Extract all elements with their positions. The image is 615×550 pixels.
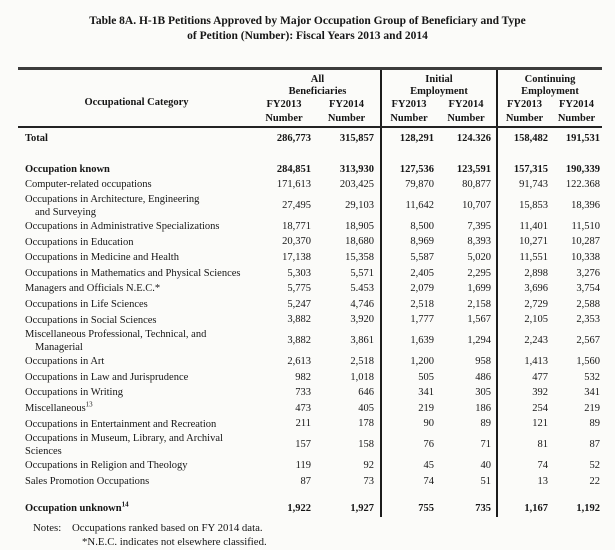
value-cell: 5,587: [410, 251, 435, 263]
spacer-cell: [255, 489, 313, 501]
value-cell: 92: [313, 458, 381, 474]
value-cell: 76: [423, 439, 435, 451]
row-label: Occupation unknown$^{14}$: [25, 500, 129, 515]
value-cell: 119: [295, 459, 311, 471]
group-label-line1: All: [310, 74, 325, 85]
value-cell: 477: [532, 371, 549, 383]
spacer-cell: [313, 489, 381, 501]
value-cell: 505: [418, 371, 435, 383]
value-cell: 341: [418, 387, 435, 399]
row-label: Occupations in Architecture, Engineering and Surveying: [25, 193, 200, 218]
value-cell: 203,425: [313, 177, 381, 193]
value-cell: 315,857: [313, 127, 381, 149]
column-header-fy2013: FY2013: [507, 98, 543, 110]
value-cell: 29,103: [313, 193, 381, 219]
value-cell: 341: [584, 387, 601, 399]
value-cell: 74: [423, 475, 435, 487]
column-header-number: Number: [381, 111, 436, 127]
value-cell: 22: [589, 475, 601, 487]
value-cell: 87: [300, 475, 311, 487]
value-cell: 45: [423, 459, 435, 471]
value-cell: 40: [436, 458, 497, 474]
column-header-number: Number: [255, 111, 313, 127]
value-cell: 73: [313, 474, 381, 490]
value-cell: 755: [418, 503, 435, 515]
table-row: [18, 281, 602, 297]
row-label: Occupation known: [25, 163, 110, 175]
value-cell: 486: [436, 370, 497, 386]
spacer-cell: [18, 149, 255, 162]
spacer-cell: [436, 149, 497, 162]
value-cell: 1,560: [576, 355, 601, 367]
footnote-marker: 14: [121, 500, 129, 509]
value-cell: 8,969: [410, 236, 435, 248]
value-cell: 11,510: [571, 220, 601, 232]
value-cell: 15,853: [519, 199, 549, 211]
value-cell: 27,495: [282, 199, 311, 211]
column-header-fy2013: FY2013: [391, 98, 427, 110]
spacer-cell: [436, 489, 497, 501]
value-cell: 2,405: [410, 267, 435, 279]
column-header-occupational-category: Occupational Category: [84, 97, 189, 108]
value-cell: 190,339: [565, 163, 601, 175]
value-cell: 18,396: [571, 199, 601, 211]
value-cell: 219: [418, 402, 435, 414]
row-label: Occupations in Mathematics and Physical Sciences: [25, 267, 241, 279]
value-cell: 122.368: [565, 179, 601, 191]
table-row: [18, 193, 602, 219]
value-cell: 3,276: [576, 267, 601, 279]
row-label: Occupations in Life Sciences: [25, 299, 148, 311]
value-cell: 284,851: [276, 163, 311, 175]
table-row: [18, 297, 602, 313]
empty-header-cell: [18, 111, 255, 127]
table-row: [18, 416, 602, 432]
value-cell: 158,482: [513, 133, 549, 144]
value-cell: 733: [295, 387, 311, 399]
table-row: [18, 458, 602, 474]
value-cell: 87: [589, 439, 601, 451]
table-row: [18, 312, 602, 328]
table-row: [18, 250, 602, 266]
value-cell: 90: [423, 418, 435, 430]
value-cell: 10,271: [519, 236, 549, 248]
value-cell: 10,338: [571, 251, 601, 263]
value-cell: 2,518: [313, 354, 381, 370]
value-cell: 2,567: [576, 335, 601, 347]
value-cell: 79,870: [405, 179, 435, 191]
table-row: [18, 328, 602, 354]
row-label: Occupations in Education: [25, 236, 134, 248]
value-cell: 81: [537, 439, 549, 451]
value-cell: 8,500: [410, 220, 435, 232]
value-cell: 124.326: [436, 127, 497, 149]
value-cell: 2,353: [576, 314, 601, 326]
value-cell: 121: [532, 418, 549, 430]
value-cell: 91,743: [519, 179, 549, 191]
notes-line2: *N.E.C. indicates not elsewhere classified.: [82, 536, 267, 549]
row-label: Occupations in Museum, Library, and Archival Sciences: [25, 432, 223, 457]
table-body: [18, 127, 602, 517]
table-row: [18, 432, 602, 458]
table-row: [18, 474, 602, 490]
table-row: [18, 401, 602, 417]
value-cell: 1,699: [436, 281, 497, 297]
spacer-cell: [313, 149, 381, 162]
value-cell: 11,551: [519, 251, 549, 263]
column-header-fy2014: FY2014: [559, 98, 595, 110]
value-cell: 3,882: [287, 314, 311, 326]
value-cell: 405: [313, 401, 381, 417]
column-header-fy2014: FY2014: [313, 97, 381, 111]
value-cell: 3,861: [313, 328, 381, 354]
table-row: [18, 385, 602, 401]
value-cell: 2,079: [410, 283, 435, 295]
value-cell: 186: [436, 401, 497, 417]
spacer-row: [18, 489, 602, 501]
notes-line1: Occupations ranked based on FY 2014 data.: [72, 521, 263, 534]
value-cell: 392: [532, 387, 549, 399]
row-label: Managers and Officials N.E.C.*: [25, 283, 161, 295]
value-cell: 4,746: [313, 297, 381, 313]
table-row: [18, 370, 602, 386]
value-cell: 51: [436, 474, 497, 490]
column-group-all-beneficiaries: [255, 69, 381, 98]
value-cell: 127,536: [399, 163, 435, 175]
value-cell: 1,167: [524, 503, 549, 515]
value-cell: 3,920: [313, 312, 381, 328]
value-cell: 5.453: [313, 281, 381, 297]
row-label: Occupations in Writing: [25, 387, 123, 399]
value-cell: 2,588: [576, 298, 601, 310]
row-label: Total: [25, 133, 48, 145]
value-cell: 157: [295, 439, 311, 451]
table-header: [18, 69, 602, 128]
value-cell: 2,105: [524, 314, 549, 326]
row-label: Occupations in Art: [25, 356, 105, 368]
value-cell: 2,898: [524, 267, 549, 279]
value-cell: 5,247: [287, 298, 311, 310]
value-cell: 80,877: [436, 177, 497, 193]
value-cell: 2,243: [524, 335, 549, 347]
value-cell: 71: [436, 432, 497, 458]
value-cell: 305: [436, 385, 497, 401]
row-label: Occupations in Administrative Specializations: [25, 221, 220, 233]
spacer-row: [18, 149, 602, 162]
value-cell: 1,567: [436, 312, 497, 328]
spacer-cell: [551, 489, 602, 501]
group-label-line1: Initial: [425, 74, 453, 85]
value-cell: 74: [537, 459, 549, 471]
row-label: Occupations in Entertainment and Recreation: [25, 418, 217, 430]
data-table: [18, 67, 602, 517]
row-label: Sales Promotion Occupations: [25, 475, 150, 487]
column-group-continuing-employment: [497, 69, 602, 98]
column-header-number: Number: [313, 111, 381, 127]
value-cell: 1,200: [410, 355, 435, 367]
value-cell: 219: [584, 402, 601, 414]
value-cell: 1,639: [410, 335, 435, 347]
table-title: [12, 14, 603, 44]
spacer-cell: [381, 149, 436, 162]
column-group-initial-employment: [381, 69, 497, 98]
row-label: Computer-related occupations: [25, 179, 152, 191]
value-cell: 473: [295, 402, 311, 414]
row-label: Occupations in Medicine and Health: [25, 252, 179, 264]
value-cell: 18,771: [282, 220, 311, 232]
value-cell: 1,294: [436, 328, 497, 354]
value-cell: 20,370: [282, 236, 311, 248]
value-cell: 123,591: [436, 162, 497, 178]
table-row: [18, 127, 602, 149]
value-cell: 89: [589, 418, 601, 430]
value-cell: 211: [295, 418, 311, 430]
value-cell: 13: [537, 475, 549, 487]
value-cell: 11,401: [519, 220, 549, 232]
spacer-cell: [381, 489, 436, 501]
column-header-fy2014: FY2014: [436, 97, 497, 111]
table-row: [18, 234, 602, 250]
value-cell: 5,571: [313, 266, 381, 282]
notes-label: Notes:: [33, 521, 62, 534]
value-cell: 3,696: [524, 283, 549, 295]
value-cell: 158: [313, 432, 381, 458]
value-cell: 286,773: [276, 133, 311, 144]
value-cell: 2,158: [436, 297, 497, 313]
value-cell: 18,680: [313, 234, 381, 250]
value-cell: 15,358: [313, 250, 381, 266]
group-label-line2: Employment: [521, 85, 579, 97]
value-cell: 532: [584, 371, 601, 383]
group-label-line2: Employment: [410, 85, 468, 97]
value-cell: 1,777: [410, 314, 435, 326]
number-header-row: [18, 111, 602, 127]
value-cell: 5,775: [287, 283, 311, 295]
value-cell: 254: [532, 402, 549, 414]
value-cell: 313,930: [313, 162, 381, 178]
value-cell: 5,303: [287, 267, 311, 279]
table-title-line2: of Petition (Number): Fiscal Years 2013 and 2014: [187, 30, 428, 42]
column-header-number: Number: [436, 111, 497, 127]
table-row: [18, 219, 602, 235]
value-cell: 10,287: [571, 236, 601, 248]
table-row: [18, 177, 602, 193]
value-cell: 8,393: [436, 234, 497, 250]
group-header-row: [18, 69, 602, 98]
value-cell: 2,729: [524, 298, 549, 310]
value-cell: 17,138: [282, 251, 311, 263]
column-header-number: Number: [551, 111, 602, 127]
value-cell: 1,018: [313, 370, 381, 386]
row-label: Occupations in Social Sciences: [25, 314, 157, 326]
value-cell: 1,927: [313, 501, 381, 517]
value-cell: 3,754: [576, 283, 601, 295]
value-cell: 1,922: [287, 503, 311, 515]
value-cell: 958: [436, 354, 497, 370]
table-row: [18, 501, 602, 517]
notes: [33, 521, 615, 550]
document-page: [0, 14, 615, 550]
value-cell: 735: [436, 501, 497, 517]
table-row: [18, 354, 602, 370]
value-cell: 646: [313, 385, 381, 401]
row-label: Miscellaneous Professional, Technical, and Managerial: [25, 328, 207, 353]
value-cell: 191,531: [565, 133, 601, 144]
row-label: Miscellaneous$^{13}$: [25, 400, 93, 415]
value-cell: 1,413: [524, 355, 549, 367]
spacer-cell: [18, 489, 255, 501]
value-cell: 2,518: [410, 298, 435, 310]
value-cell: 89: [436, 416, 497, 432]
group-label-line1: Continuing: [524, 74, 576, 85]
spacer-cell: [551, 149, 602, 162]
spacer-cell: [497, 149, 551, 162]
table-title-line1: Table 8A. H-1B Petitions Approved by Major Occupation Group of Beneficiary and Type: [89, 15, 526, 27]
table-row: [18, 266, 602, 282]
spacer-cell: [255, 149, 313, 162]
value-cell: 178: [313, 416, 381, 432]
value-cell: 18,905: [313, 219, 381, 235]
spacer-cell: [497, 489, 551, 501]
value-cell: 7,395: [436, 219, 497, 235]
value-cell: 1,192: [576, 503, 601, 515]
table-row: [18, 162, 602, 178]
footnote-marker: 13: [85, 400, 93, 409]
group-label-line2: Beneficiaries: [288, 85, 347, 97]
value-cell: 3,882: [287, 335, 311, 347]
value-cell: 128,291: [399, 133, 435, 144]
value-cell: 157,315: [513, 163, 549, 175]
value-cell: 982: [295, 371, 311, 383]
column-header-number: Number: [497, 111, 551, 127]
row-label: Occupations in Law and Jurisprudence: [25, 371, 189, 383]
value-cell: 11,642: [405, 199, 435, 211]
value-cell: 171,613: [276, 179, 311, 191]
value-cell: 2,613: [287, 355, 311, 367]
notes-line: [33, 521, 615, 536]
value-cell: 2,295: [436, 266, 497, 282]
column-header-fy2013: FY2013: [266, 98, 302, 110]
row-label: Occupations in Religion and Theology: [25, 460, 188, 472]
value-cell: 5,020: [436, 250, 497, 266]
value-cell: 52: [589, 459, 601, 471]
value-cell: 10,707: [436, 193, 497, 219]
